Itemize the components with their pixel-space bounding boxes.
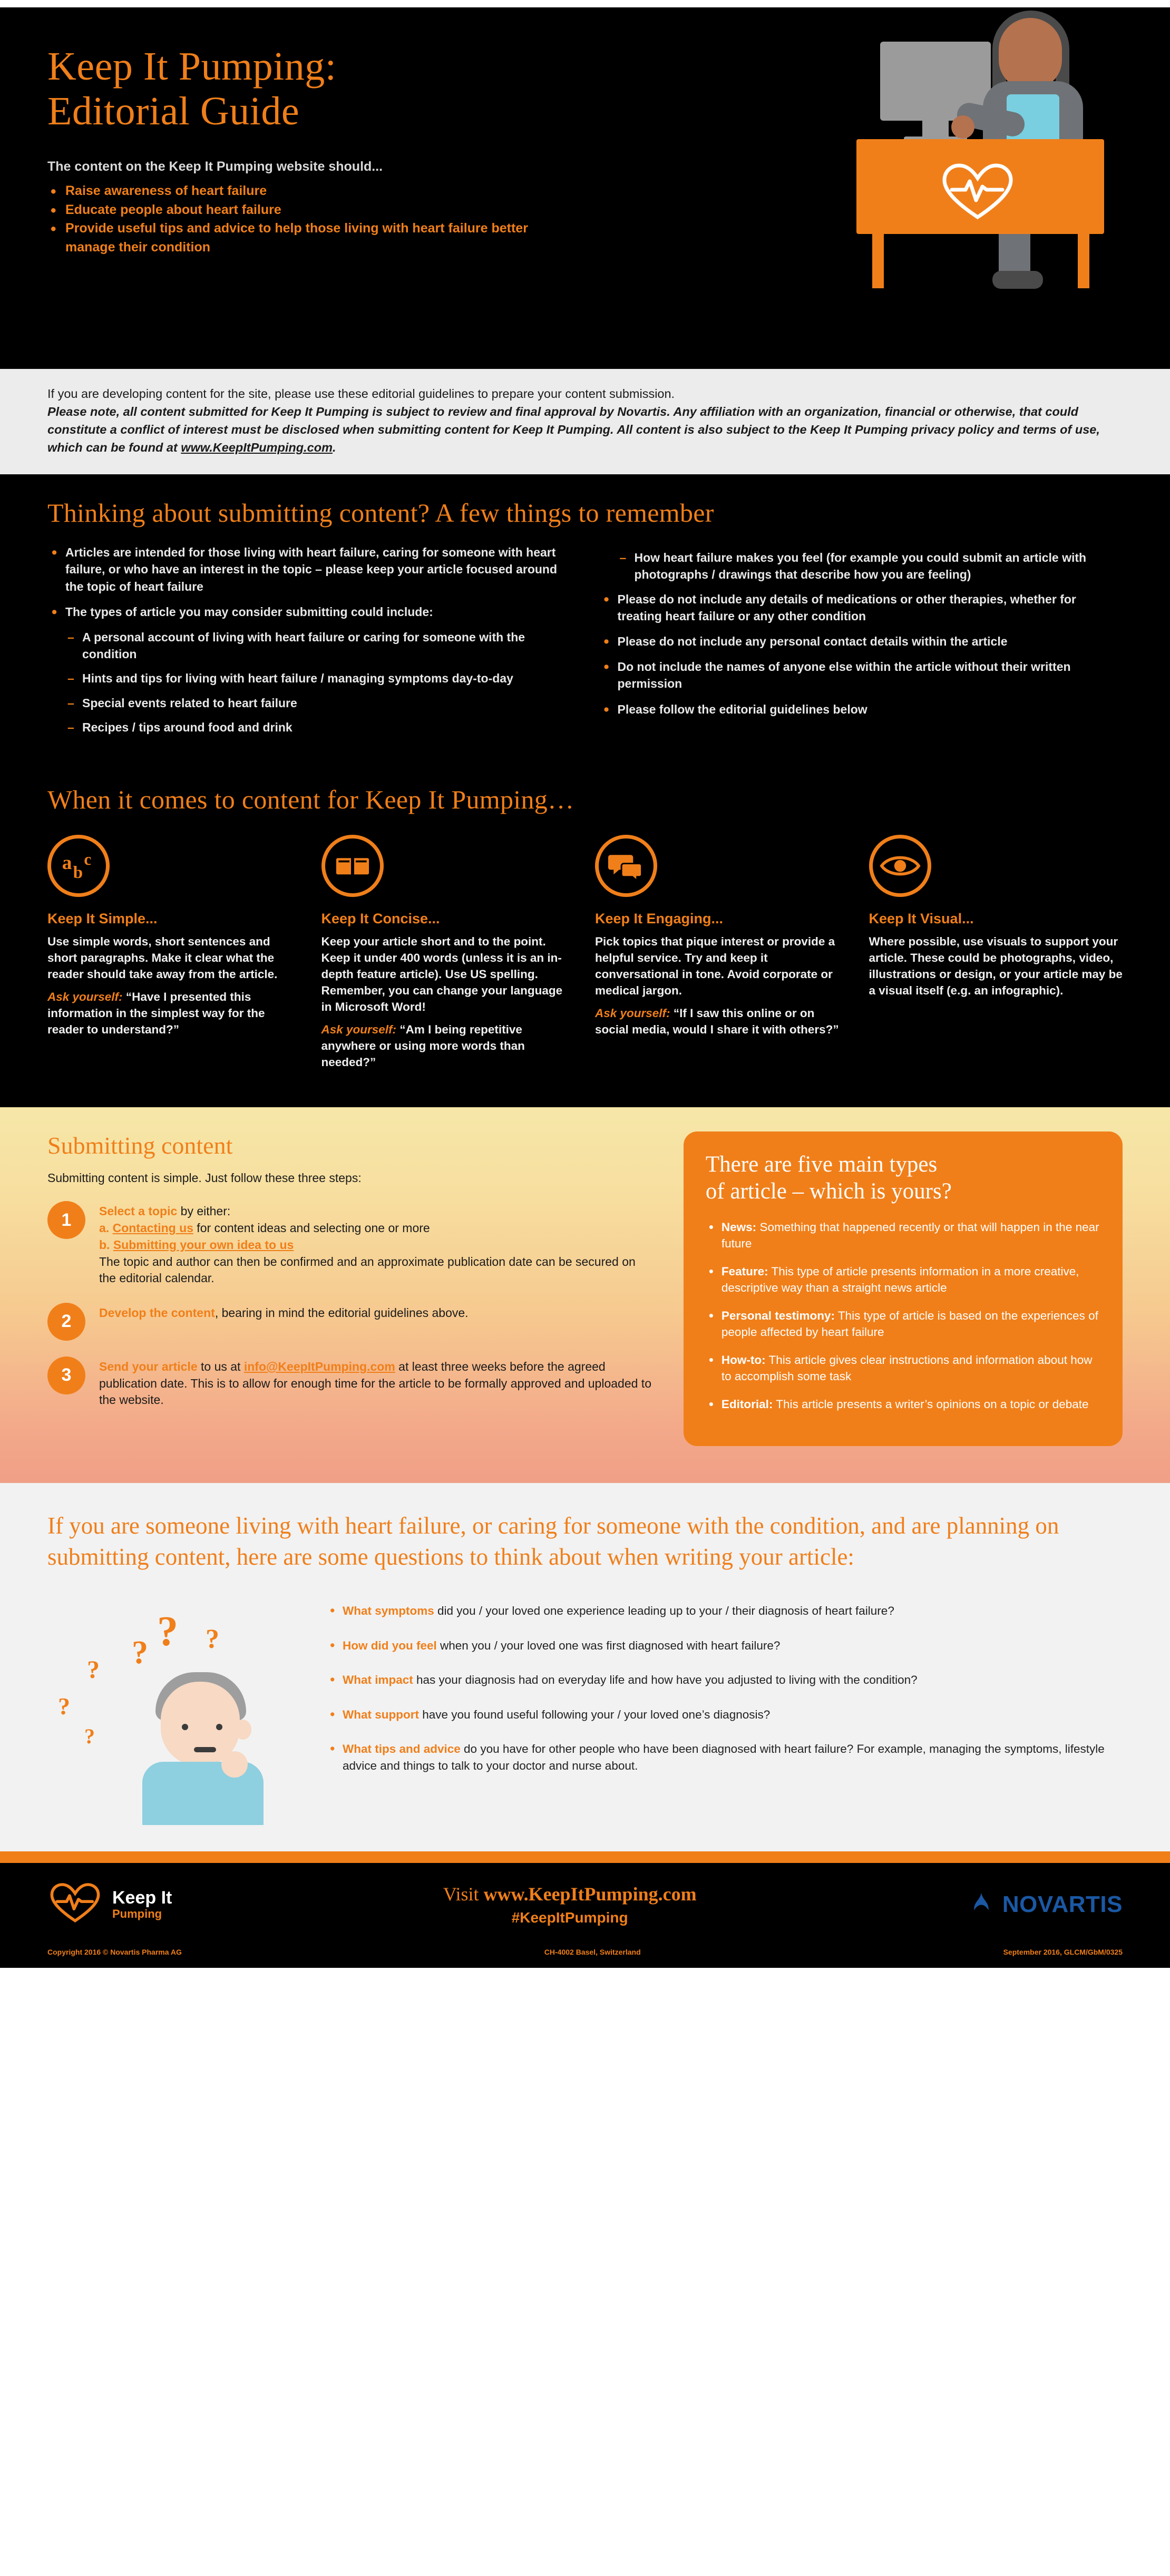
legal-bar [0, 1943, 1170, 1968]
pillar-card-simple [47, 835, 301, 1070]
desk-leg-right [1078, 233, 1089, 288]
list-item: • Please do not include any details of medications or other therapies, whether for treating heart failure or any other condition [600, 591, 1123, 625]
question-text: do you have for other people who have been diagnosed with heart failure? For example, managing the symptoms, lifestyle advice and things to talk to your doctor and nurse about. [343, 1742, 1105, 1772]
option-b-rest: The topic and author can then be confirmed and an approximate publication date can be secured on the editorial calendar. [99, 1254, 636, 1285]
eye-icon [869, 835, 931, 897]
remember-right-column [600, 544, 1123, 743]
pillar-card-visual [869, 835, 1123, 1070]
option-b-label: b. [99, 1237, 110, 1252]
step-2 [47, 1303, 652, 1341]
question-highlight: What impact [343, 1673, 413, 1687]
article-types-title [706, 1152, 1100, 1205]
hashtag: #KeepItPumping [511, 1909, 628, 1926]
type-name: Editorial: [721, 1398, 773, 1411]
pillar-card-engaging [595, 835, 849, 1070]
footer-visit-line [172, 1883, 968, 1905]
pillar-body: Keep your article short and to the point. Keep it under 400 words (unless it is an in-depth feature article). Use US spelling. Remember, you can change your language in Microsoft Word! [321, 934, 563, 1014]
question-text: did you / your loved one experience leading up to your / their diagnosis of heart failure? [434, 1604, 894, 1618]
list-item: • Raise awareness of heart failure [47, 182, 574, 201]
question-highlight: What support [343, 1707, 419, 1721]
list-item [327, 1637, 1123, 1654]
list-item [706, 1219, 1100, 1252]
abc-letters-icon [47, 835, 110, 897]
step-number: 1 [47, 1201, 85, 1239]
remember-columns [47, 544, 1123, 743]
article-types-list [706, 1219, 1100, 1412]
ask-yourself-label: Ask yourself: [47, 990, 123, 1004]
questions-body [47, 1593, 1123, 1820]
step-number: 3 [47, 1357, 85, 1394]
list-item [327, 1672, 1123, 1689]
pillar-ask [595, 1005, 849, 1038]
book-icon [321, 835, 384, 897]
list-item: – Recipes / tips around food and drink [65, 719, 571, 736]
pillars-title: When it comes to content for Keep It Pumping… [47, 784, 574, 814]
list-item: • Do not include the names of anyone else within the article without their written permission [600, 658, 1123, 692]
question-text: have you found useful following your / your loved one’s diagnosis? [418, 1707, 771, 1721]
thinking-boy-illustration [47, 1593, 300, 1820]
list-item: • Educate people about heart failure [47, 201, 574, 220]
remember-right-bullets [600, 591, 1123, 718]
legal-address: CH-4002 Basel, Switzerland [544, 1948, 641, 1957]
questions-section [0, 1483, 1170, 1851]
novartis-wordmark: NOVARTIS [1002, 1891, 1123, 1917]
question-mark-icon: ? [84, 1724, 95, 1749]
step-lead-rest: by either: [177, 1204, 231, 1218]
type-name: News: [721, 1220, 757, 1234]
boy-ear [235, 1720, 251, 1740]
contacting-us-link[interactable]: Contacting us [112, 1221, 193, 1235]
heart-pulse-logo-icon [938, 160, 1017, 223]
remember-right-dash [600, 549, 1123, 583]
email-link[interactable]: info@KeepItPumping.com [243, 1359, 395, 1373]
type-name: How-to: [721, 1353, 766, 1367]
pillars-row [47, 835, 1123, 1070]
pillar-ask [47, 989, 301, 1038]
questions-list [327, 1603, 1123, 1774]
list-item: • Please follow the editorial guidelines below [600, 701, 1123, 718]
svg-text:a: a [62, 852, 72, 874]
footer-center [172, 1883, 968, 1926]
remember-section [0, 474, 1170, 775]
list-item [706, 1396, 1100, 1412]
desk-leg-left [872, 233, 884, 288]
question-mark-icon: ? [157, 1608, 178, 1655]
editorial-note [0, 369, 1170, 474]
step-rest: , bearing in mind the editorial guidelines above. [214, 1305, 469, 1320]
page-title-line1: Keep It Pumping: [47, 44, 337, 89]
list-item [327, 1603, 1123, 1619]
submitting-steps-column [47, 1131, 652, 1446]
remember-left-bullets [47, 544, 571, 620]
list-item: • Provide useful tips and advice to help those living with heart failure better manage their condition [47, 219, 574, 257]
type-name: Feature: [721, 1264, 768, 1278]
list-item: – A personal account of living with heart failure or caring for someone with the condition [65, 629, 571, 662]
list-item [327, 1706, 1123, 1723]
pillar-body: Pick topics that pique interest or provide a helpful service. Try and keep it conversational in tone. Avoid corporate or medical jargon. [595, 934, 835, 998]
list-item: • Articles are intended for those living with heart failure, caring for someone with heart failure, or who have an interest in the topic – please keep your article focused around the topic of heart failure [47, 544, 571, 595]
ask-yourself-label: Ask yourself: [321, 1023, 397, 1037]
type-text: This article gives clear instructions and information about how to accomplish some task [721, 1353, 1093, 1383]
question-highlight: How did you feel [343, 1638, 437, 1652]
note-line-2 [47, 403, 1123, 456]
pillar-heading: Keep It Engaging... [595, 910, 724, 926]
article-types-card [684, 1131, 1123, 1446]
submit-own-idea-link[interactable]: Submitting your own idea to us [113, 1237, 294, 1252]
speech-bubbles-icon [595, 835, 657, 897]
type-name: Personal testimony: [721, 1309, 835, 1322]
list-item: – Hints and tips for living with heart failure / managing symptoms day-to-day [65, 670, 571, 687]
list-item [706, 1307, 1100, 1340]
hand-shape [951, 115, 974, 139]
ask-yourself-text: “Have I presented this information in the simplest way for the reader to understand?” [47, 990, 265, 1037]
step-lead: Select a topic [99, 1204, 178, 1218]
step-lead: Develop the content [99, 1305, 215, 1320]
note-line-1: If you are developing content for the site, please use these editorial guidelines to prepare your content submission. [47, 387, 675, 401]
remember-left-dashes [47, 629, 571, 736]
brand-logo [47, 1881, 172, 1928]
list-item: • Please do not include any personal contact details within the article [600, 633, 1123, 650]
brand-word-it: It [161, 1888, 172, 1908]
types-title-line2: of article – which is yours? [705, 1179, 952, 1204]
type-text: This type of article presents information in a more creative, descriptive way than a straight news article [721, 1264, 1079, 1294]
pillar-heading: Keep It Simple... [47, 910, 158, 926]
list-item [706, 1263, 1100, 1296]
brand-word-keep: Keep [112, 1888, 157, 1908]
option-a-rest: for content ideas and selecting one or more [193, 1221, 430, 1235]
boy-hand [221, 1751, 248, 1778]
step-3 [47, 1357, 652, 1409]
pillar-ask [321, 1021, 576, 1070]
pillar-body: Use simple words, short sentences and short paragraphs. Make it clear what the reader should take away from the article. [47, 934, 278, 981]
question-mark-icon: ? [87, 1656, 100, 1684]
ask-yourself-text: “Am I being repetitive anywhere or using more words than needed?” [321, 1023, 525, 1069]
page-title-line2: Editorial Guide [47, 89, 300, 134]
question-highlight: What symptoms [343, 1604, 434, 1618]
pillars-section [0, 775, 1170, 1107]
questions-list-column [327, 1593, 1123, 1820]
questions-title: If you are someone living with heart failure, or caring for someone with the condition, and are planning on submitting content, here are some questions to think about when writing your article: [47, 1513, 1059, 1570]
pillar-heading: Keep It Concise... [321, 910, 440, 926]
pillar-heading: Keep It Visual... [869, 910, 974, 926]
hero-section [0, 0, 1170, 369]
question-text: has your diagnosis had on everyday life and how have you adjusted to living with the condition? [413, 1673, 918, 1687]
submitting-intro: Submitting content is simple. Just follow these three steps: [47, 1171, 362, 1185]
step-lead: Send your article [99, 1359, 198, 1373]
svg-text:b: b [73, 862, 83, 882]
step-number: 2 [47, 1303, 85, 1341]
footer [0, 1863, 1170, 1943]
list-item [706, 1352, 1100, 1384]
step-text [99, 1357, 652, 1409]
hero-subtitle: The content on the Keep It Pumping website should... [47, 159, 383, 174]
types-title-line1: There are five main types [705, 1152, 938, 1177]
ask-yourself-text: “If I saw this online or on social media, would I share it with others?” [595, 1007, 839, 1037]
step-text [99, 1303, 469, 1341]
question-mark-icon: ? [132, 1635, 148, 1671]
ask-yourself-label: Ask yourself: [595, 1007, 670, 1020]
legal-code: September 2016, GLCM/GbM/0325 [1003, 1948, 1123, 1957]
brand-logo-text [112, 1889, 172, 1920]
shoe-shape [992, 271, 1043, 289]
list-item: – Special events related to heart failure [65, 695, 571, 711]
type-text: Something that happened recently or that will happen in the near future [721, 1220, 1099, 1250]
list-item [327, 1741, 1123, 1774]
list-item: • The types of article you may consider submitting could include: [47, 603, 571, 620]
footer-accent-bar [0, 1851, 1170, 1863]
question-mark-icon: ? [206, 1624, 219, 1655]
boy-mouth [194, 1747, 216, 1752]
novartis-logo [968, 1889, 1123, 1919]
list-item: – How heart failure makes you feel (for example you could submit an article with photographs / drawings that describe how you are feeling) [618, 549, 1123, 583]
remember-title: Thinking about submitting content? A few things to remember [47, 498, 714, 528]
pillar-body: Where possible, use visuals to support your article. These could be photographs, video, illustrations or design, or your article may be a visual itself (e.g. an infographic). [869, 934, 1123, 998]
type-text: This article presents a writer’s opinions on a topic or debate [773, 1398, 1089, 1411]
svg-text:c: c [84, 850, 92, 869]
step-mid: to us at [197, 1359, 244, 1373]
question-mark-icon: ? [58, 1693, 70, 1720]
novartis-mark-icon [968, 1889, 995, 1919]
step-1 [47, 1201, 652, 1287]
website-link[interactable]: www.KeepItPumping.com [483, 1883, 697, 1905]
note-period: . [332, 441, 336, 455]
pillar-card-concise [321, 835, 576, 1070]
note-body: Please note, all content submitted for Keep It Pumping is subject to review and final approval by Novartis. Any affiliation with an organization, financial or otherwise, that could constitute a conflict of interest must be disclosed when submitting content for Keep It Pumping. All content is also subject to the Keep It Pumping privacy policy and terms of use, which can be found at [47, 405, 1100, 455]
brand-word-pumping: Pumping [112, 1907, 162, 1920]
step-text [99, 1201, 652, 1287]
hero-illustration-woman-at-desk [825, 7, 1120, 276]
type-text: This type of article is based on the experiences of people affected by heart failure [721, 1309, 1098, 1339]
visit-prefix: Visit [443, 1883, 484, 1905]
question-text: when you / your loved one was first diagnosed with heart failure? [436, 1638, 781, 1652]
remember-left-column [47, 544, 571, 743]
head-shape [999, 18, 1062, 89]
question-highlight: What tips and advice [343, 1742, 461, 1756]
submitting-title: Submitting content [47, 1132, 233, 1159]
legal-copyright: Copyright 2016 © Novartis Pharma AG [47, 1948, 182, 1957]
submitting-section [0, 1107, 1170, 1483]
step-rest: at least three weeks before the agreed publication date. This is to allow for enough time for the article to be formally approved and uploaded to the website. [99, 1359, 651, 1407]
heart-pulse-logo-icon [47, 1881, 103, 1928]
keepitpumping-link[interactable]: www.KeepItPumping.com [181, 441, 333, 455]
option-a-label: a. [99, 1221, 110, 1235]
